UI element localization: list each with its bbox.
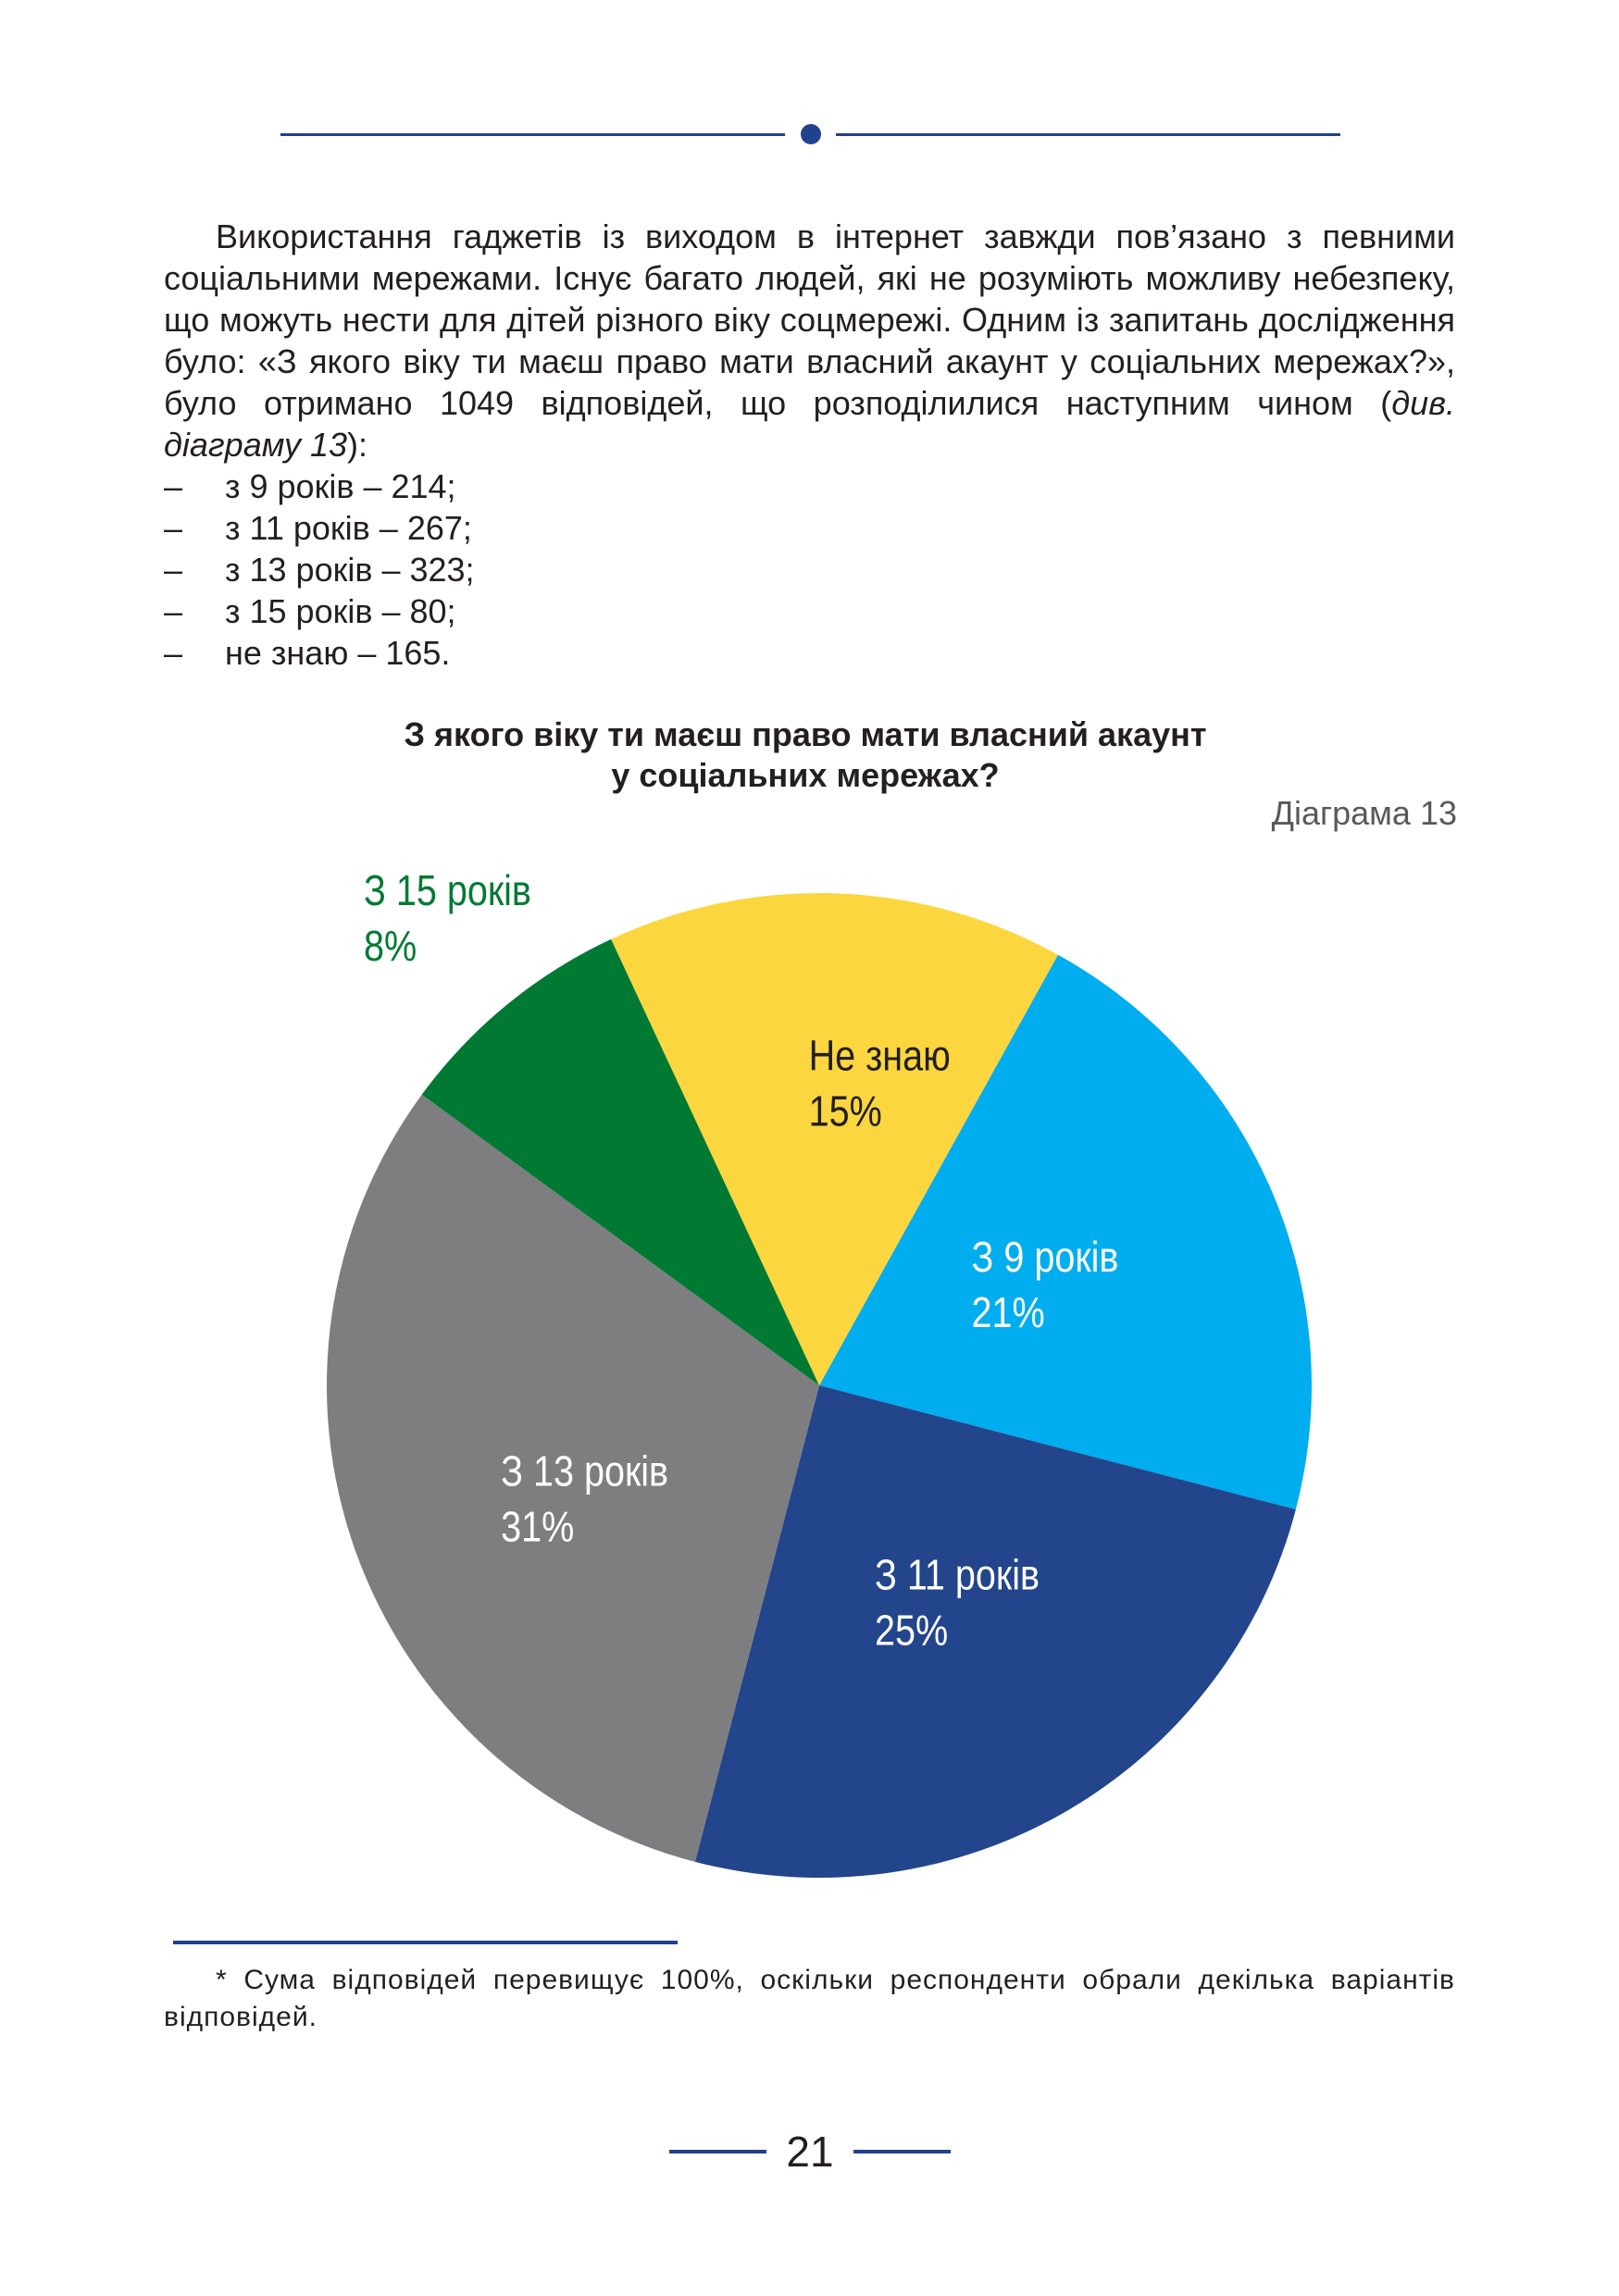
slice-label: З 9 років bbox=[971, 1234, 1119, 1282]
slice-percent-label: 31% bbox=[501, 1503, 575, 1552]
slice-percent-label: 25% bbox=[874, 1607, 949, 1656]
list-item-text: не знаю – 165. bbox=[225, 634, 451, 672]
page-number: 21 bbox=[786, 2128, 834, 2176]
list-item-text: з 11 років – 267; bbox=[225, 509, 472, 547]
list-dash: – bbox=[164, 509, 183, 547]
slice-label: З 13 років bbox=[501, 1447, 669, 1496]
slice-label: Не знаю bbox=[808, 1032, 951, 1081]
intro-paragraph-lead: Використання гаджетів із виходом в інтернет завжди пов’язано з певними соціальними мережами. Існує багато людей, які не розуміють можливу небезпеку, що можуть нести для дітей різного віку соцмережі. Одним із запитань дослідження було: «З якого віку ти маєш право мати власний акаунт у соціальних мережах?», було отримано 1049 відповідей, що розподілилися наступним чином ( bbox=[164, 217, 1455, 422]
list-item-text: з 9 років – 214; bbox=[225, 467, 456, 505]
slice-label: З 11 років bbox=[874, 1551, 1040, 1600]
slice-percent-label: 8% bbox=[363, 923, 417, 971]
chart-title-line-2: у соціальних мережах? bbox=[611, 756, 1000, 794]
footnote bbox=[164, 1962, 1455, 2036]
chart-title-line-1: З якого віку ти маєш право мати власний акаунт bbox=[404, 715, 1207, 753]
diagram-reference: див. діаграму 13 bbox=[164, 384, 1455, 464]
slice-percent-label: 15% bbox=[808, 1087, 882, 1136]
page-number-rule-right bbox=[853, 2150, 951, 2153]
list-dash: – bbox=[164, 467, 183, 505]
footnote-rule bbox=[173, 1941, 678, 1944]
footnote-text: * Сума відповідей перевищує 100%, оскільки респонденти обрали декілька варіантів відповідей. bbox=[164, 1965, 1455, 2032]
slice-label: З 15 років bbox=[363, 867, 531, 915]
list-item-text: з 15 років – 80; bbox=[225, 592, 456, 630]
slice-percent-label: 21% bbox=[971, 1289, 1045, 1337]
page-number-rule-left bbox=[669, 2150, 766, 2153]
figure-label: Діаграма 13 bbox=[1271, 794, 1457, 832]
list-dash: – bbox=[164, 551, 183, 589]
intro-paragraph-tail: ): bbox=[347, 426, 368, 464]
list-dash: – bbox=[164, 592, 183, 630]
list-dash: – bbox=[164, 634, 183, 672]
list-item-text: з 13 років – 323; bbox=[225, 551, 475, 589]
